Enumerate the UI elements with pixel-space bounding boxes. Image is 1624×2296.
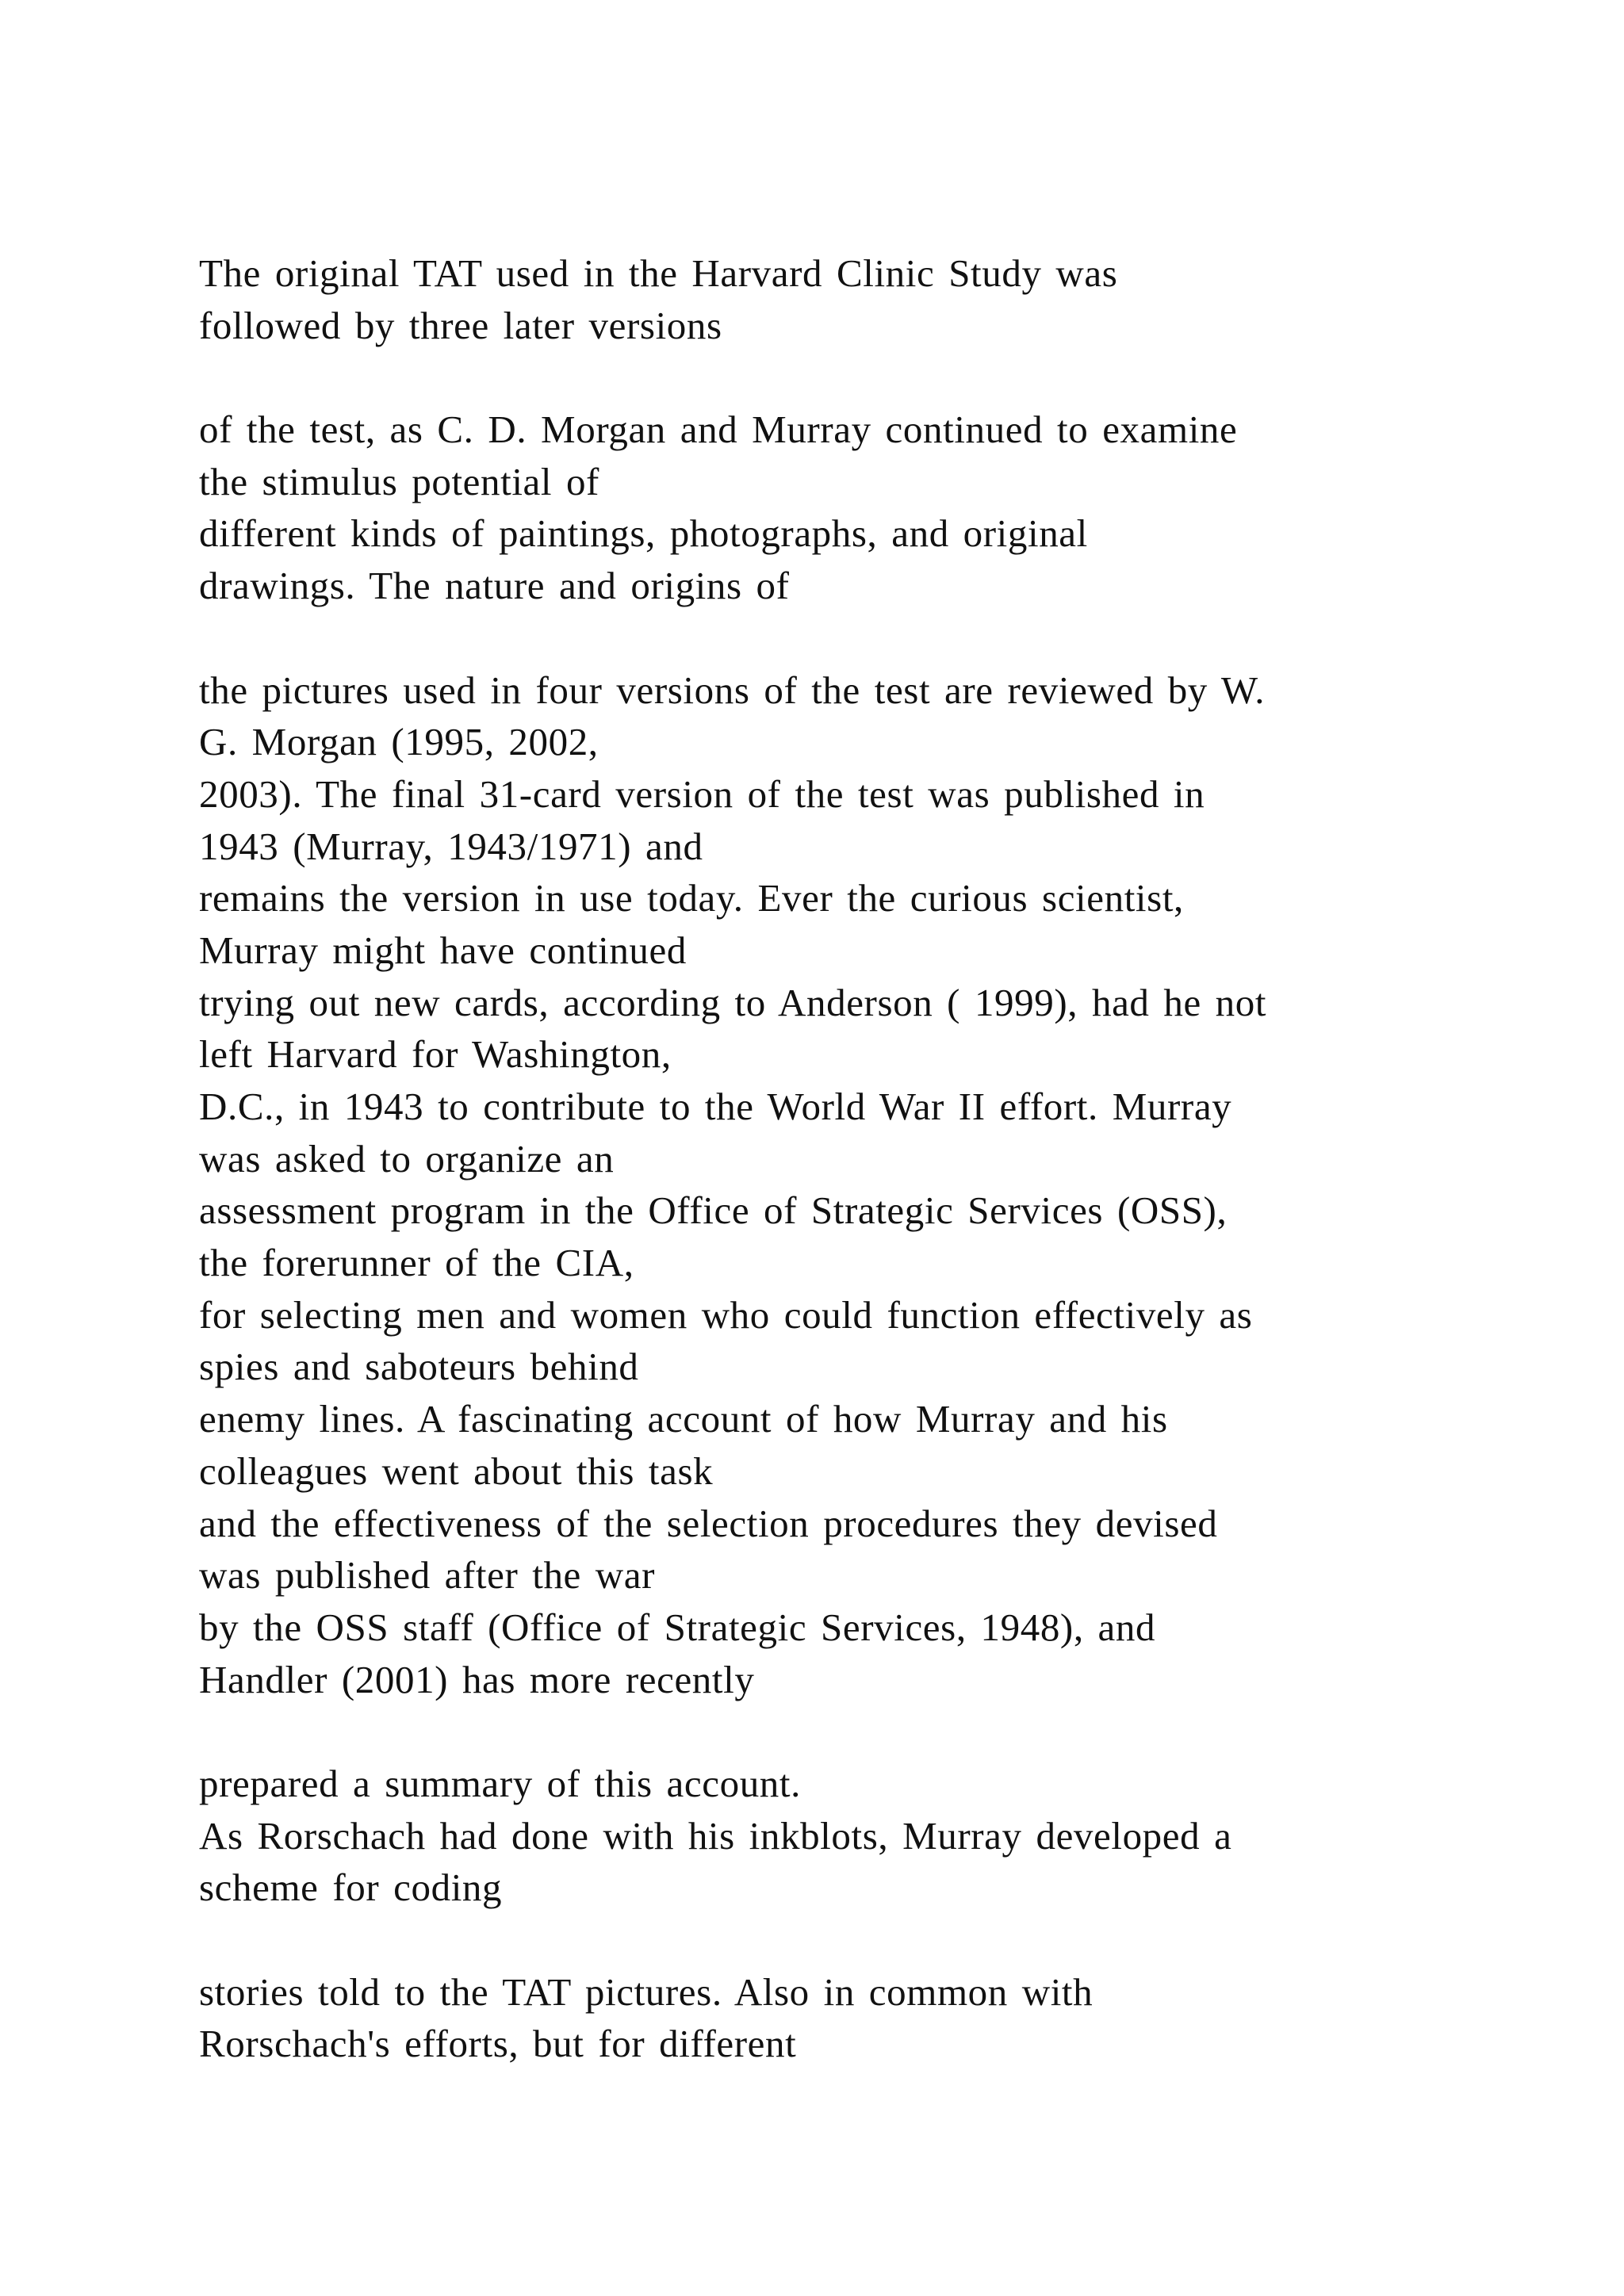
text-line: trying out new cards, according to Anderson ( 1999), had he not — [199, 980, 1267, 1024]
text-line: the stimulus potential of — [199, 459, 599, 503]
text-line: and the effectiveness of the selection procedures they devised — [199, 1501, 1218, 1545]
text-line: was published after the war — [199, 1553, 656, 1598]
text-line: colleagues went about this task — [199, 1448, 714, 1493]
text-line: The original TAT used in the Harvard Clinic Study was — [199, 251, 1118, 295]
text-line: the pictures used in four versions of the test are reviewed by W. — [199, 668, 1266, 712]
text-line: drawings. The nature and origins of — [199, 564, 790, 608]
text-line: spies and saboteurs behind — [199, 1345, 639, 1389]
text-line: Murray might have continued — [199, 928, 687, 972]
text-line: stories told to the TAT pictures. Also in common with — [199, 1969, 1094, 2014]
text-line: Handler (2001) has more recently — [199, 1657, 755, 1701]
text-line: Rorschach's efforts, but for different — [199, 2022, 797, 2066]
text-line: prepared a summary of this account. — [199, 1761, 801, 1805]
text-line: for selecting men and women who could function effectively as — [199, 1292, 1253, 1337]
document-body — [199, 247, 1547, 2070]
paragraph-gap — [199, 351, 1547, 404]
text-line: different kinds of paintings, photographs, and original — [199, 511, 1088, 556]
text-line: 2003). The final 31-card version of the test was published in — [199, 771, 1205, 816]
text-line: the forerunner of the CIA, — [199, 1241, 634, 1285]
text-line: left Harvard for Washington, — [199, 1032, 672, 1077]
text-line: by the OSS staff (Office of Strategic Services, 1948), and — [199, 1605, 1156, 1649]
paragraph-gap — [199, 1705, 1547, 1758]
text-line: G. Morgan (1995, 2002, — [199, 720, 599, 764]
text-line: followed by three later versions — [199, 303, 722, 347]
text-line: remains the version in use today. Ever the curious scientist, — [199, 876, 1184, 920]
text-line: scheme for coding — [199, 1866, 503, 1910]
text-line: assessment program in the Office of Strategic Services (OSS), — [199, 1188, 1228, 1233]
text-line: 1943 (Murray, 1943/1971) and — [199, 824, 703, 868]
text-line: As Rorschach had done with his inkblots, Murray developed a — [199, 1813, 1232, 1858]
paragraph-gap — [199, 612, 1547, 664]
paragraph-gap — [199, 1914, 1547, 1966]
text-line: enemy lines. A fascinating account of how Murray and his — [199, 1397, 1168, 1441]
text-line: was asked to organize an — [199, 1136, 615, 1181]
text-line: D.C., in 1943 to contribute to the World War II effort. Murray — [199, 1085, 1232, 1128]
text-line: of the test, as C. D. Morgan and Murray continued to examine — [199, 408, 1238, 452]
